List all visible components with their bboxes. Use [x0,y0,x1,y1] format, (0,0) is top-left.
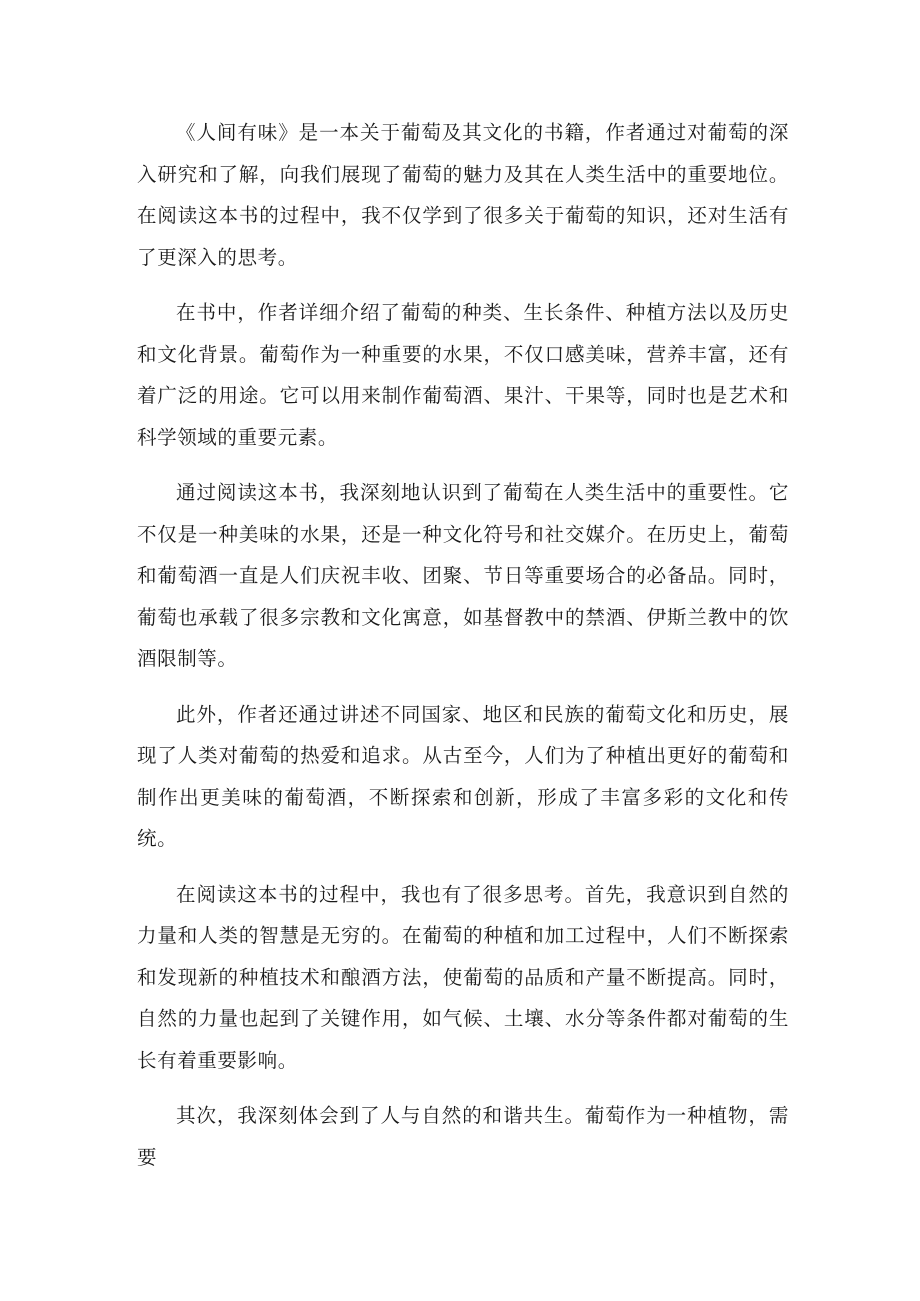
paragraph-3: 通过阅读这本书，我深刻地认识到了葡萄在人类生活中的重要性。它不仅是一种美味的水果，还是一种文化符号和社交媒介。在历史上，葡萄和葡萄酒一直是人们庆祝丰收、团聚、节日等重要场合的必备品。同时，葡萄也承载了很多宗教和文化寓意，如基督教中的禁酒、伊斯兰教中的饮酒限制等。 [137,481,789,670]
paragraph-1: 《人间有味》是一本关于葡萄及其文化的书籍，作者通过对葡萄的深入研究和了解，向我们展现了葡萄的魅力及其在人类生活中的重要地位。在阅读这本书的过程中，我不仅学到了很多关于葡萄的知识，还对生活有了更深入的思考。 [137,121,789,269]
paragraph-5: 在阅读这本书的过程中，我也有了很多思考。首先，我意识到自然的力量和人类的智慧是无穷的。在葡萄的种植和加工过程中，人们不断探索和发现新的种植技术和酿酒方法，使葡萄的品质和产量不断提高。同时，自然的力量也起到了关键作用，如气候、土壤、水分等条件都对葡萄的生长有着重要影响。 [137,882,789,1072]
paragraph-6: 其次，我深刻体会到了人与自然的和谐共生。葡萄作为一种植物，需要 [137,1104,789,1169]
paragraph-2: 在书中，作者详细介绍了葡萄的种类、生长条件、种植方法以及历史和文化背景。葡萄作为一种重要的水果，不仅口感美味，营养丰富，还有着广泛的用途。它可以用来制作葡萄酒、果汁、干果等，同时也是艺术和科学领域的重要元素。 [137,301,789,449]
document-body [137,112,789,1178]
paragraph-4: 此外，作者还通过讲述不同国家、地区和民族的葡萄文化和历史，展现了人类对葡萄的热爱和追求。从古至今，人们为了种植出更好的葡萄和制作出更美味的葡萄酒，不断探索和创新，形成了丰富多彩的文化和传统。 [137,702,789,850]
